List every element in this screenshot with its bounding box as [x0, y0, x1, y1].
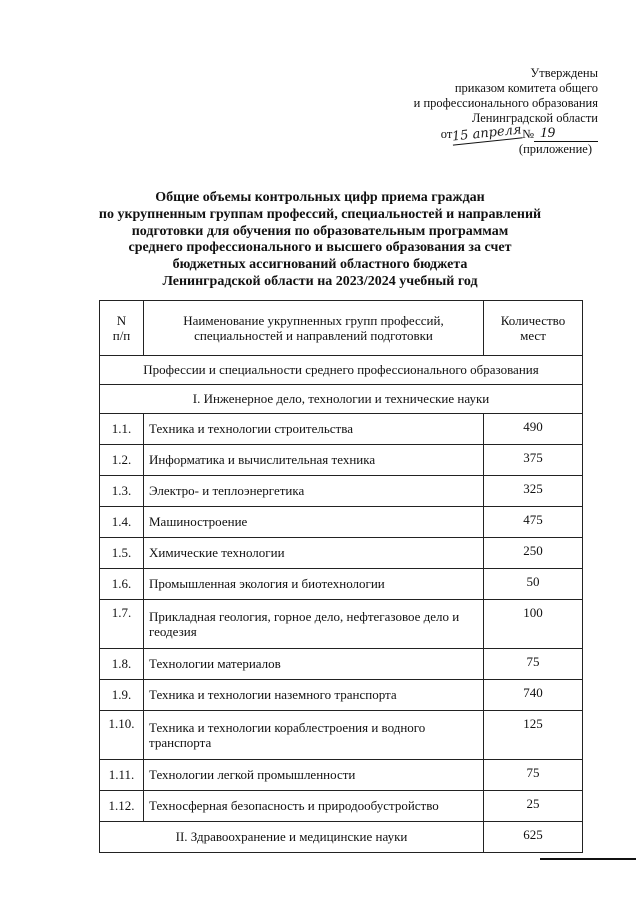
title-line: подготовки для обучения по образовательным программам	[131, 223, 509, 239]
row-qty: 325	[484, 476, 583, 507]
row-num: 1.10.	[100, 711, 144, 760]
title-line: Общие объемы контрольных цифр приема граждан	[155, 190, 485, 205]
row-num: 1.8.	[100, 649, 144, 680]
subsection-title: II. Здравоохранение и медицинские науки	[100, 822, 484, 853]
row-name: Техника и технологии строительства	[144, 414, 484, 445]
row-name: Информатика и вычислительная техника	[144, 445, 484, 476]
table-row	[100, 680, 583, 711]
row-name: Машиностроение	[144, 507, 484, 538]
row-qty: 50	[484, 569, 583, 600]
row-qty: 100	[484, 600, 583, 649]
table-row	[100, 445, 583, 476]
admission-quota-table	[99, 300, 583, 853]
title-line: Ленинградской области на 2023/2024 учебный год	[162, 273, 478, 289]
document-title	[60, 190, 580, 291]
row-qty: 375	[484, 445, 583, 476]
table-header-row	[100, 301, 583, 356]
row-qty: 75	[484, 649, 583, 680]
row-qty: 250	[484, 538, 583, 569]
table-row	[100, 791, 583, 822]
table-row	[100, 476, 583, 507]
subsection-row	[100, 385, 583, 414]
subsection-qty: 625	[484, 822, 583, 853]
row-num: 1.7.	[100, 600, 144, 649]
row-qty: 125	[484, 711, 583, 760]
approval-block	[338, 66, 598, 157]
row-num: 1.9.	[100, 680, 144, 711]
row-num: 1.5.	[100, 538, 144, 569]
row-name: Промышленная экология и биотехнологии	[144, 569, 484, 600]
row-name: Техносферная безопасность и природообустройство	[144, 791, 484, 822]
row-num: 1.3.	[100, 476, 144, 507]
row-num: 1.4.	[100, 507, 144, 538]
title-line: по укрупненным группам профессий, специальностей и направлений	[98, 206, 542, 222]
title-line: бюджетных ассигнований областного бюджета	[172, 257, 468, 273]
row-num: 1.11.	[100, 760, 144, 791]
row-qty: 75	[484, 760, 583, 791]
header-num-line2: п/п	[112, 328, 131, 343]
appendix-label: (приложение)	[518, 142, 592, 156]
section-title: Профессии и специальности среднего профессионального образования	[100, 356, 583, 385]
table-row	[100, 760, 583, 791]
row-name: Химические технологии	[144, 538, 484, 569]
footer-divider	[540, 858, 636, 860]
row-qty: 475	[484, 507, 583, 538]
row-num: 1.6.	[100, 569, 144, 600]
handwritten-date: 15 апреля	[451, 122, 523, 145]
title-line: среднего профессионального и высшего образования за счет	[128, 240, 512, 256]
approval-line: и профессионального образования	[413, 96, 598, 110]
row-name: Технологии материалов	[144, 649, 484, 680]
table-row	[100, 711, 583, 760]
from-label: от	[440, 127, 453, 141]
header-num	[100, 301, 144, 356]
row-qty: 490	[484, 414, 583, 445]
row-num: 1.1.	[100, 414, 144, 445]
row-qty: 740	[484, 680, 583, 711]
section-row	[100, 356, 583, 385]
header-num-line1: N	[116, 313, 127, 328]
row-name: Техника и технологии наземного транспорта	[144, 680, 484, 711]
row-name: Прикладная геология, горное дело, нефтегазовое дело и геодезия	[144, 600, 484, 649]
order-reference	[338, 122, 598, 145]
number-label: №	[522, 127, 534, 141]
row-num: 1.2.	[100, 445, 144, 476]
row-num: 1.12.	[100, 791, 144, 822]
row-qty: 25	[484, 791, 583, 822]
table-row	[100, 649, 583, 680]
row-name: Электро- и теплоэнергетика	[144, 476, 484, 507]
subsection-title: I. Инженерное дело, технологии и технические науки	[100, 385, 583, 414]
handwritten-number: 19	[534, 126, 598, 142]
table-row	[100, 569, 583, 600]
row-name: Технологии легкой промышленности	[144, 760, 484, 791]
table-row	[100, 600, 583, 649]
subsection-total-row	[100, 822, 583, 853]
header-qty: Количество мест	[484, 301, 583, 356]
approval-line: приказом комитета общего	[454, 81, 598, 95]
table-row	[100, 538, 583, 569]
table-row	[100, 507, 583, 538]
header-name: Наименование укрупненных групп профессий, специальностей и направлений подготовки	[144, 301, 484, 356]
approval-line: Утверждены	[530, 66, 598, 80]
row-name: Техника и технологии кораблестроения и водного транспорта	[144, 711, 484, 760]
approval-line: Ленинградской области	[471, 111, 598, 125]
table-row	[100, 414, 583, 445]
